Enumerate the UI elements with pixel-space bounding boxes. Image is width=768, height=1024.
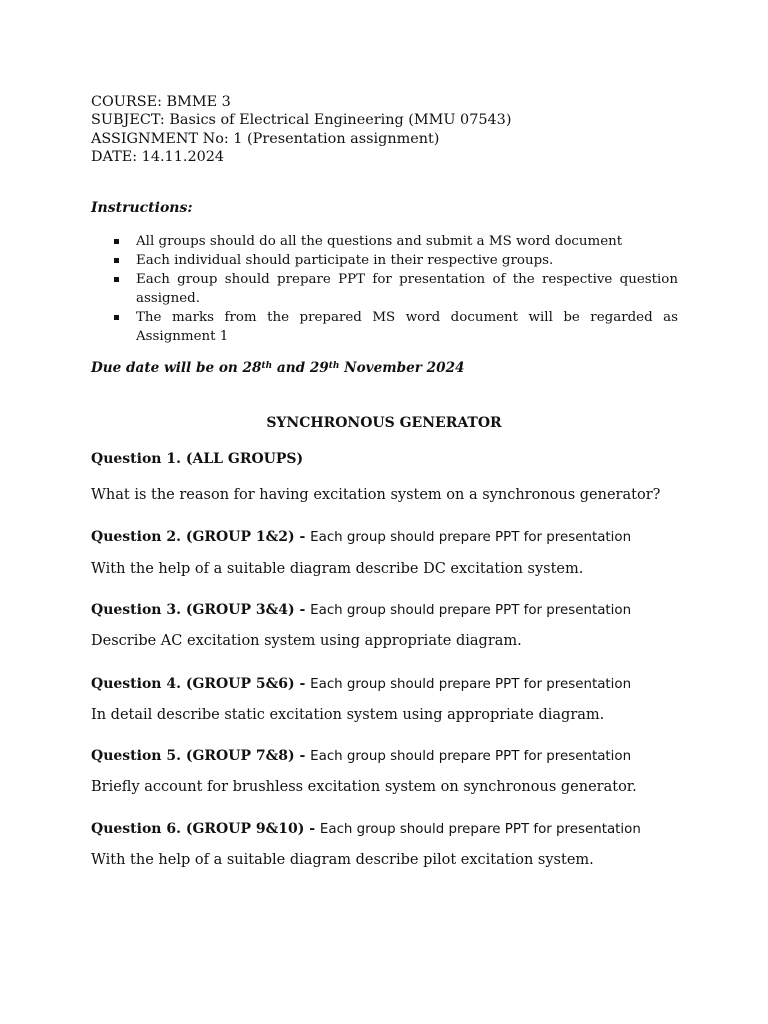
date-line: DATE: 14.11.2024 (91, 148, 225, 165)
instruction-item: Each individual should participate in their respective groups. (112, 251, 678, 270)
due-middle: and 29 (272, 360, 329, 376)
question-heading (91, 676, 631, 692)
question-text: With the help of a suitable diagram describe pilot excitation system. (91, 852, 594, 868)
instruction-item: All groups should do all the questions and submit a MS word document (112, 232, 678, 251)
section-title: SYNCHRONOUS GENERATOR (266, 415, 502, 431)
instruction-item: The marks from the prepared MS word document will be regarded as Assignment 1 (112, 308, 678, 346)
question-label: Question 3. (GROUP 3&4) - (91, 602, 311, 618)
instruction-item: Each group should prepare PPT for presentation of the respective question assigned. (112, 270, 678, 308)
instructions-heading: Instructions: (91, 200, 193, 216)
question-label: Question 4. (GROUP 5&6) - (91, 676, 311, 692)
document-header (91, 93, 511, 166)
subject-line: SUBJECT: Basics of Electrical Engineering (MMU 07543) (91, 112, 512, 129)
due-date-line (91, 360, 465, 376)
question-note: Each group should prepare PPT for presentation (310, 749, 632, 764)
question-label: Question 6. (GROUP 9&10) - (91, 821, 320, 837)
question-heading (91, 451, 303, 467)
due-suffix: November 2024 (339, 360, 465, 376)
question-note: Each group should prepare PPT for presentation (310, 677, 632, 692)
question-label: Question 5. (GROUP 7&8) - (91, 748, 311, 764)
question-label: Question 2. (GROUP 1&2) - (91, 529, 311, 545)
due-superscript-2: th (328, 361, 340, 371)
due-prefix: Due date will be on 28 (91, 360, 262, 376)
question-text: Briefly account for brushless excitation system on synchronous generator. (91, 779, 637, 795)
question-text: In detail describe static excitation system using appropriate diagram. (91, 707, 605, 723)
course-line: COURSE: BMME 3 (91, 94, 231, 110)
question-heading (91, 821, 641, 837)
question-heading (91, 748, 631, 764)
due-superscript-1: th (261, 361, 273, 371)
instructions-list (112, 232, 678, 346)
question-heading (91, 529, 631, 545)
question-text: Describe AC excitation system using appropriate diagram. (91, 633, 522, 649)
question-label: Question 1. (ALL GROUPS) (91, 451, 304, 467)
assignment-line: ASSIGNMENT No: 1 (Presentation assignment) (91, 130, 440, 147)
question-text: With the help of a suitable diagram describe DC excitation system. (91, 561, 584, 577)
question-note: Each group should prepare PPT for presentation (310, 530, 632, 545)
question-text: What is the reason for having excitation system on a synchronous generator? (91, 487, 661, 503)
question-note: Each group should prepare PPT for presentation (319, 822, 641, 837)
question-note: Each group should prepare PPT for presentation (310, 603, 632, 618)
question-heading (91, 602, 631, 618)
